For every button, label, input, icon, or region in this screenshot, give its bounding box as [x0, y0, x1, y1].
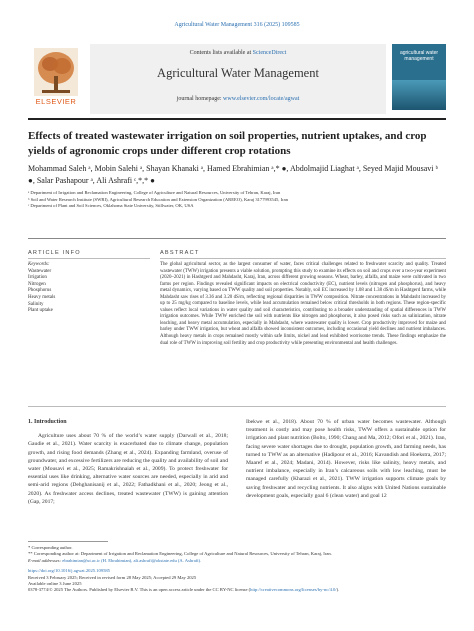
doi-link[interactable]: https://doi.org/10.1016/j.agwat.2025.109585	[28, 568, 110, 574]
keyword-item: Heavy metals	[28, 294, 56, 300]
keyword-item: Salinity	[28, 301, 44, 307]
contents-prefix: Contents lists available at	[189, 50, 253, 56]
publisher-logo-text: ELSEVIER	[35, 97, 77, 106]
article-info-rule	[28, 258, 150, 259]
affiliations	[28, 190, 446, 210]
affiliation-c: ᶜ Department of Plant and Soil Sciences, Oklahoma State University, Stillwater, OK, USA	[28, 203, 194, 208]
contents-line	[90, 50, 386, 56]
keyword-item: Wastewater	[28, 268, 52, 274]
issn-suffix: ).	[336, 587, 340, 593]
available-online: Available online 3 June 2025	[28, 581, 82, 587]
issn-prefix: 0378-3774/© 2025 The Authors. Published by Elsevier B.V. This is an open access article under the CC BY-NC license (	[28, 587, 251, 593]
section-heading: 1. Introduction	[28, 419, 67, 425]
footnotes	[28, 545, 446, 594]
article-title: Effects of treated wastewater irrigation on soil properties, nutrient uptakes, and crop yields of agronomic crops under different crop rotations	[28, 130, 427, 157]
affiliation-b: ᵇ Soil and Water Research Institute (SWRI), Agricultural Research Education and Extension Organization (AREEO), Karaj 3177993545, Iran	[28, 196, 288, 202]
section-divider	[28, 238, 446, 239]
corresponding-note-2: ** Corresponding author at: Department of Irrigation and Reclamation Engineering, College of Agriculture and Natural Resources, University of Tehran, Karaj, Iran.	[28, 551, 332, 557]
keywords-label: Keywords:	[28, 262, 50, 267]
email-line	[28, 558, 446, 564]
body-left-column	[28, 418, 228, 506]
footnote-rule	[28, 541, 108, 542]
keyword-item: Irrigation	[28, 275, 47, 281]
body-right-column: Ibekwe et al., 2018). About 70 % of urban water becomes wastewater. Although treatment is costly and may pose health risks, TWW offers a sustainable option for irrigation and plant nutrition (Bolto, 1990; Chang and Ma, 2012; Ofori et al., 2021). Iran, facing severe water shortages due to drought, population growth, and farming needs, has turned to TWW as an alternative (Hadipour et al., 2016; Kavandish and Hoekstra, 2017; Maaref et al., 2024; Madani, 2014). However, risks like salinity, heavy metals, and nutrient imbalance, especially in Iran’s calcareous soils with low leaching, must be managed carefully (Kharazi et al., 2021). TWW irrigation supports climate goals by saving freshwater and recycling nutrients. It also aligns with United Nations sustainable development goals, especially goal 6 (clean water) and goal 12	[246, 419, 446, 499]
sciencedirect-link[interactable]: ScienceDirect	[252, 50, 287, 56]
intro-paragraph-left: Agriculture uses about 70 % of the world’s water supply (Darwall et al., 2018; Gaudie et al., 2021). Water scarcity is exacerbated due to climate change, population growth, and rising food demands (Zhang et al., 2024). Expanding farmland, overuse of groundwater, and excessive fertilizers are reducing the quality and availability of soil and water (Mousavi et al., 2025; Ramakrishnaiah et al., 2009). To protect freshwater for essential uses like drinking, alternative water sources are needed, especially in arid and semi-arid regions (Dehghanisanij et al., 2022; Fathadkhani et al., 2020; Jeong et al., 2020). As freshwater access declines, treated wastewater (TWW) is gaining attention (Gap, 2017;	[28, 433, 228, 505]
abstract-text: The global agricultural sector, as the largest consumer of water, faces critical challenges related to freshwater scarcity and quality. Treated wastewater (TWW) irrigation presents a viable solution, prompting this study to examine its effects on soil and crops over a two-year experiment (2020–2021) in Hashtgerd and Mahdasht, Karaj, Iran, across different growing seasons. Wheat, barley, alfalfa, and maize were cultivated in two farms per region. Findings revealed significant impacts on electrical conductivity (EC), nutrient levels (nitrogen and phosphorus), and heavy metal dynamics, varying based on TWW quality and soil properties. Notably, soil EC increased by 1.08 and 1.38 dS/m in Hashtgerd farms, while Mahdasht saw rises of 3.36 and 3.20 dS/m, reflecting regional disparities in TWW composition. Nitrate concentrations in Mahdasht increased by up to 25 mg/kg compared to baseline levels, while lead accumulation remained below critical thresholds in both regions. These region-specific values reflect local variations in water quality and soil characteristics, contributing to a broader understanding of spatial differences in TWW irrigation outcomes. While TWW enriched the soil with nutrients like nitrogen and phosphorus, it also posed risks such as salinization, nitrate leaching, and heavy metal accumulation, especially in Mahdasht, where wastewater quality is lower. Crop productivity improved for maize and barley under TWW irrigation, but wheat and alfalfa showed inconsistent outcomes, including occasional yield declines and nutrient imbalances. Although heavy metals in crops remained mostly within safe limits, nickel and lead exhibited worrisome trends. These findings emphasize the dual role of TWW in improving soil fertility and crop productivity while presenting environmental and health challenges.	[160, 262, 446, 346]
journal-reference[interactable]: Agricultural Water Management 316 (2025) 109585	[174, 22, 300, 28]
keywords-block	[28, 262, 148, 315]
abstract-heading: ABSTRACT	[160, 250, 200, 256]
journal-cover-band	[392, 80, 446, 110]
homepage-prefix: journal homepage:	[176, 96, 224, 102]
journal-name: Agricultural Water Management	[157, 66, 319, 80]
license-line	[28, 587, 446, 593]
article-info-heading: ARTICLE INFO	[28, 250, 81, 256]
affiliation-a: ᵃ Department of Irrigation and Reclamation Engineering, College of Agriculture and Natural Resources, University of Tehran, Karaj, Iran	[28, 190, 281, 195]
homepage-line	[90, 96, 386, 102]
keyword-item: Phosphorus	[28, 288, 52, 294]
license-link[interactable]: http://creativecommons.org/licenses/by-nc/4.0/	[250, 587, 337, 593]
email-links[interactable]: ebrahimian@ut.ac.ir (H. Ebrahimian), ali.ashrafi@okstate.edu (A. Ashrafi).	[62, 557, 202, 563]
keyword-item: Plant uptake	[28, 308, 53, 314]
abstract-divider	[28, 406, 446, 407]
keyword-item: Nitrogen	[28, 281, 46, 287]
email-label: E-mail addresses:	[28, 557, 63, 563]
author-list[interactable]: Mohammad Saleh ᵃ, Mobin Salehi ᵃ, Shayan Khanaki ᵃ, Hamed Ebrahimian ᵃ,* ●, Abdolmajid Liaghat ᵃ, Seyed Majid Mousavi ᵇ ●, Salar Pashapour ᵃ, Ali Ashrafi ᶜ,*,* ●	[28, 164, 438, 185]
journal-cover-title: agricultural water management	[399, 50, 439, 62]
received-dates: Received 3 February 2025; Received in revised form 28 May 2025; Accepted 29 May 2025	[28, 574, 197, 580]
corresponding-note: * Corresponding author.	[28, 545, 73, 550]
header-divider	[28, 118, 446, 120]
abstract-rule	[160, 258, 446, 259]
homepage-link[interactable]: www.elsevier.com/locate/agwat	[223, 96, 300, 102]
